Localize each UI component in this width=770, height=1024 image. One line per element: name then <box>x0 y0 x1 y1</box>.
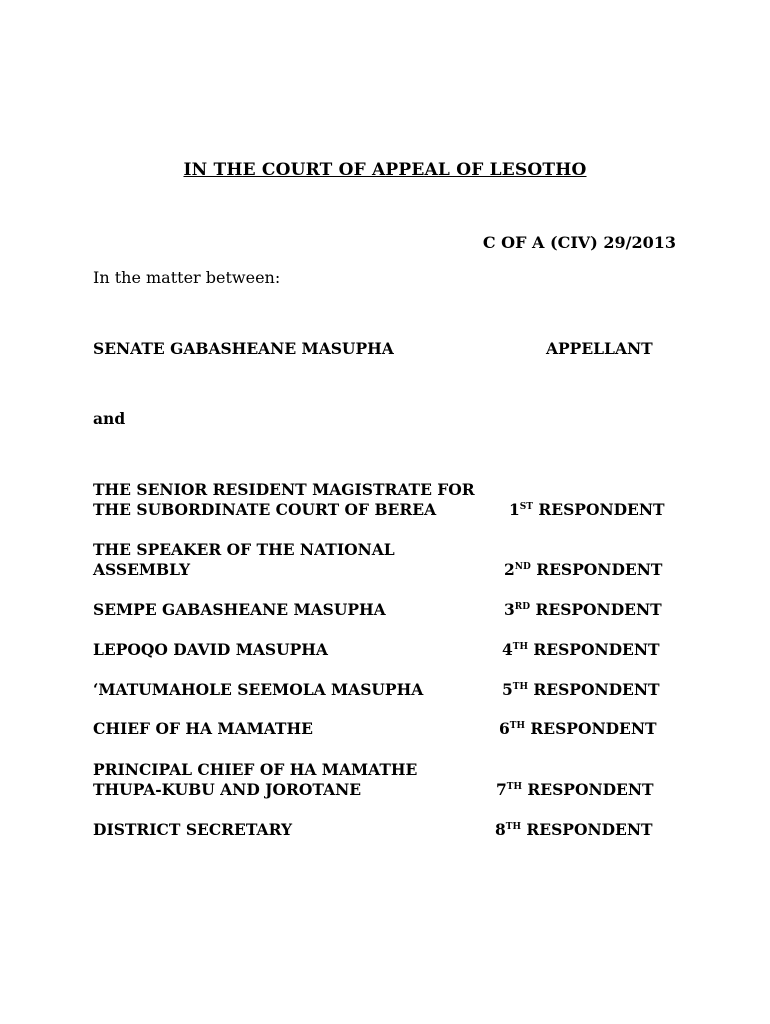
respondent-3-name-line1: SEMPE GABASHEANE MASUPHA <box>93 600 386 619</box>
respondent-5-ordinal: 5 <box>502 680 513 699</box>
respondent-1-role <box>509 500 665 520</box>
respondent-7-suffix: TH <box>506 782 522 792</box>
respondent-6-suffix: TH <box>509 721 525 731</box>
appellant-role: APPELLANT <box>546 339 653 358</box>
respondent-8-role <box>495 820 653 840</box>
respondent-1-label: RESPONDENT <box>538 500 665 519</box>
respondent-8-name-line1: DISTRICT SECRETARY <box>93 820 293 839</box>
court-title: IN THE COURT OF APPEAL OF LESOTHO <box>183 160 587 180</box>
respondent-5-label: RESPONDENT <box>533 680 660 699</box>
respondent-5-suffix: TH <box>512 682 528 692</box>
respondent-2-name-line1: THE SPEAKER OF THE NATIONAL <box>93 540 395 559</box>
case-number: C OF A (CIV) 29/2013 <box>482 233 676 252</box>
respondent-4-role <box>502 640 660 660</box>
respondent-1-ordinal: 1 <box>509 500 520 519</box>
respondent-4-suffix: TH <box>512 642 528 652</box>
respondent-1-name-line2: THE SUBORDINATE COURT OF BEREA <box>93 500 437 519</box>
respondent-1-name-line1: THE SENIOR RESIDENT MAGISTRATE FOR <box>93 480 475 499</box>
matter-intro: In the matter between: <box>93 268 281 287</box>
respondent-1-suffix: ST <box>519 502 533 512</box>
respondent-5-role <box>502 680 660 700</box>
respondent-3-role <box>504 600 662 620</box>
respondent-8-suffix: TH <box>505 822 521 832</box>
respondent-7-ordinal: 7 <box>496 780 507 799</box>
respondent-2-ordinal: 2 <box>504 560 515 579</box>
respondent-3-suffix: RD <box>514 602 531 612</box>
appellant-name: SENATE GABASHEANE MASUPHA <box>93 339 394 358</box>
respondent-7-name-line2: THUPA-KUBU AND JOROTANE <box>93 780 362 799</box>
respondent-6-name-line1: CHIEF OF HA MAMATHE <box>93 719 313 738</box>
respondent-6-label: RESPONDENT <box>530 719 657 738</box>
respondent-4-label: RESPONDENT <box>533 640 660 659</box>
respondent-6-ordinal: 6 <box>499 719 510 738</box>
respondent-7-label: RESPONDENT <box>527 780 654 799</box>
respondent-8-label: RESPONDENT <box>526 820 653 839</box>
respondent-3-label: RESPONDENT <box>535 600 662 619</box>
respondent-6-role <box>499 719 657 739</box>
respondent-3-ordinal: 3 <box>504 600 515 619</box>
respondent-7-name-line1: PRINCIPAL CHIEF OF HA MAMATHE <box>93 760 418 779</box>
and-conjunction: and <box>93 409 126 428</box>
respondent-7-role <box>496 780 654 800</box>
respondent-4-ordinal: 4 <box>502 640 513 659</box>
respondent-2-suffix: ND <box>514 562 531 572</box>
respondent-4-name-line1: LEPOQO DAVID MASUPHA <box>93 640 328 659</box>
respondent-2-name-line2: ASSEMBLY <box>93 560 191 579</box>
respondent-2-label: RESPONDENT <box>536 560 663 579</box>
respondent-5-name-line1: ‘MATUMAHOLE SEEMOLA MASUPHA <box>93 680 424 699</box>
respondent-8-ordinal: 8 <box>495 820 506 839</box>
respondent-2-role <box>504 560 662 580</box>
